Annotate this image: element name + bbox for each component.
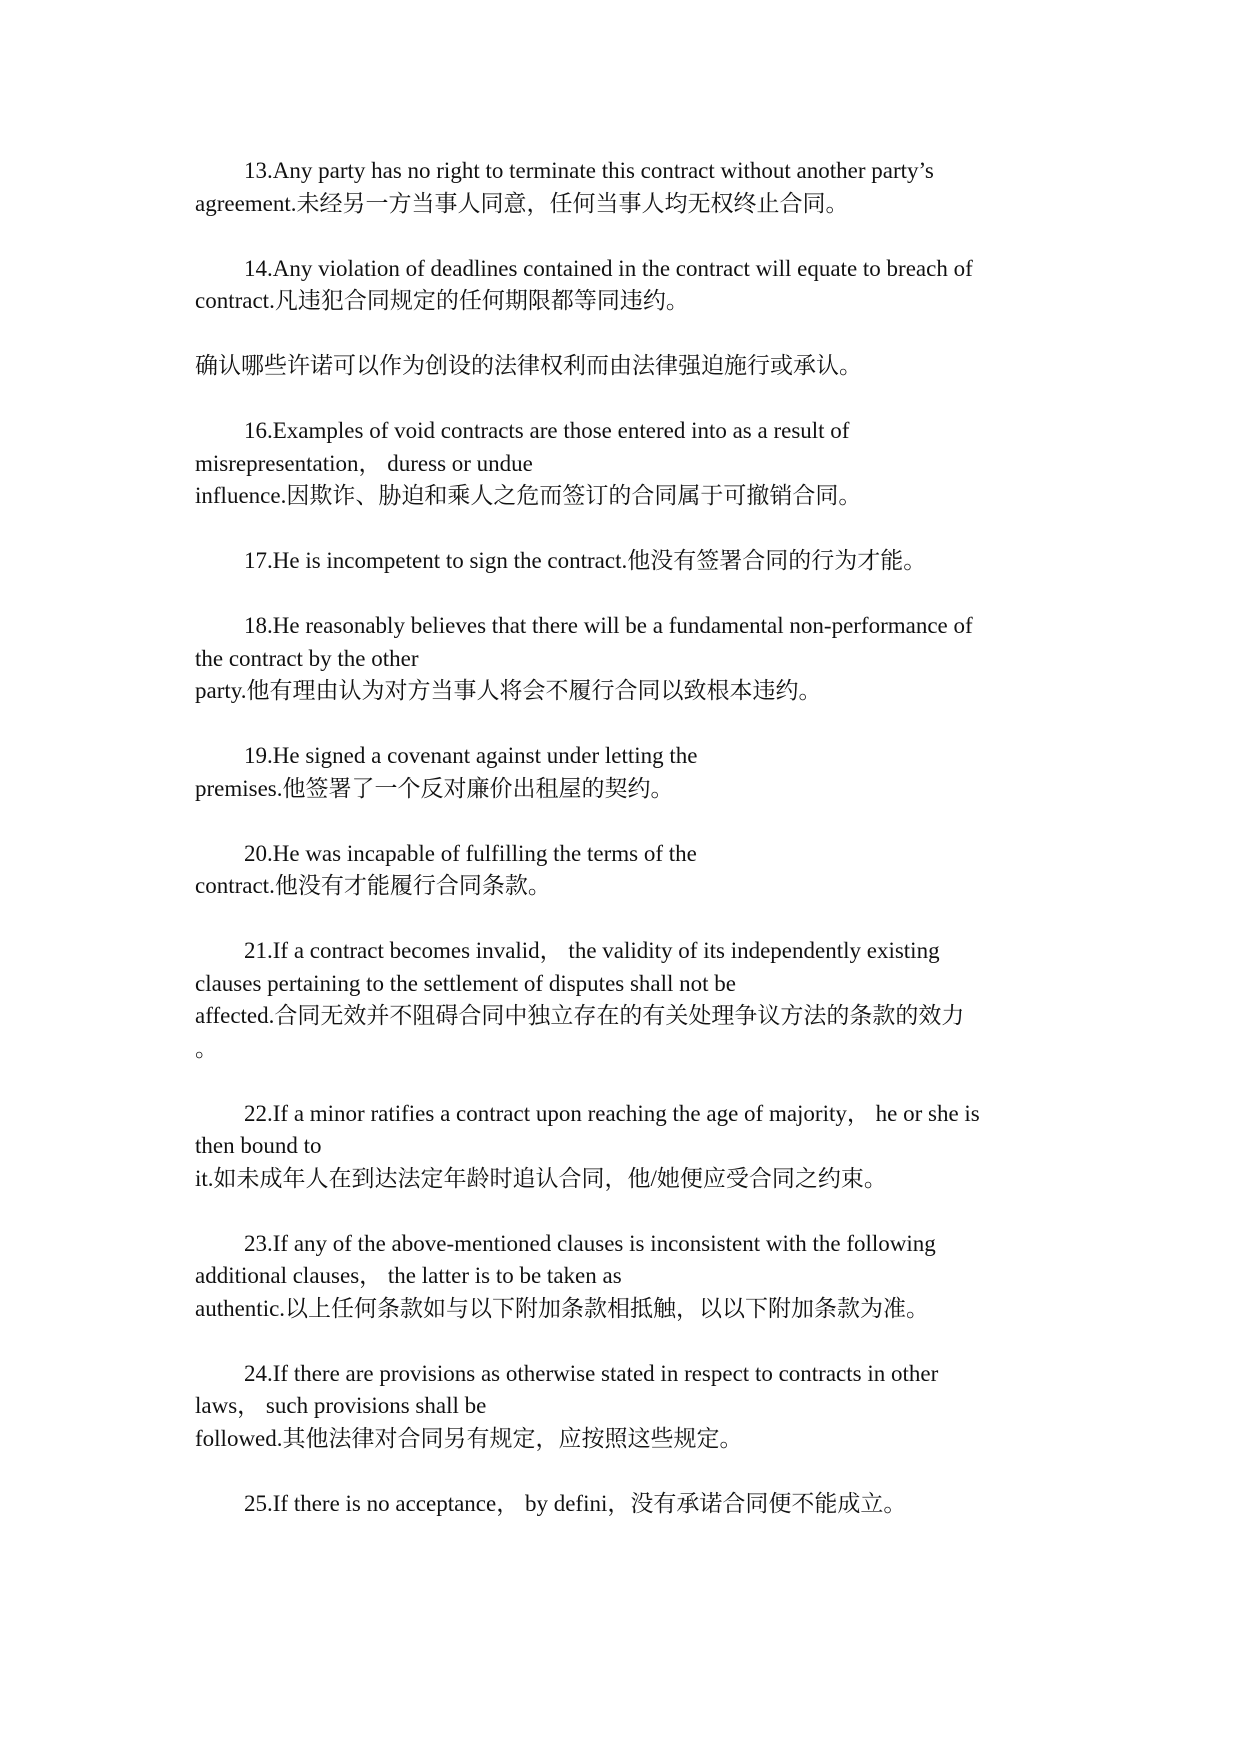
paragraph-14 (195, 253, 1055, 318)
paragraph-line: 17.He is incompetent to sign the contract.他没有签署合同的行为才能。 (244, 548, 927, 573)
paragraph-line: influence.因欺诈、胁迫和乘人之危而签订的合同属于可撤销合同。 (195, 483, 862, 508)
paragraph-line: 25.If there is no acceptance， by defini，没有承诺合同便不能成立。 (244, 1490, 907, 1516)
paragraph-line: 22.If a minor ratifies a contract upon reaching the age of majority， he or she is (244, 1100, 980, 1126)
paragraph-13 (195, 155, 1055, 220)
paragraph-line: 。 (195, 1035, 218, 1061)
paragraph-line: it.如未成年人在到达法定年龄时追认合同，他/她便应受合同之约束。 (195, 1165, 887, 1191)
paragraph-line: the contract by the other (195, 645, 419, 671)
paragraph-line: contract.凡违犯合同规定的任何期限都等同违约。 (195, 288, 689, 313)
paragraph-15-fragment (195, 350, 1055, 383)
paragraph-line: agreement.未经另一方当事人同意，任何当事人均无权终止合同。 (195, 190, 849, 216)
paragraph-line: 23.If any of the above-mentioned clauses is inconsistent with the following (244, 1230, 936, 1256)
document-body (195, 155, 1055, 1553)
paragraph-line: laws， such provisions shall be (195, 1393, 487, 1418)
paragraph-25 (195, 1488, 1055, 1521)
paragraph-16 (195, 415, 1055, 513)
paragraph-line: authentic.以上任何条款如与以下附加条款相抵触，以以下附加条款为准。 (195, 1295, 930, 1321)
paragraph-line: followed.其他法律对合同另有规定，应按照这些规定。 (195, 1425, 743, 1451)
paragraph-23 (195, 1228, 1055, 1326)
paragraph-line: 14.Any violation of deadlines contained in the contract will equate to breach of (244, 255, 973, 281)
paragraph-20 (195, 838, 1055, 903)
paragraph-line: premises.他签署了一个反对廉价出租屋的契约。 (195, 775, 674, 801)
paragraph-18 (195, 610, 1055, 708)
paragraph-line: 20.He was incapable of fulfilling the terms of the (244, 840, 697, 866)
paragraph-line: 确认哪些许诺可以作为创设的法律权利而由法律强迫施行或承认。 (195, 353, 862, 378)
paragraph-line: contract.他没有才能履行合同条款。 (195, 873, 551, 898)
paragraph-line: 24.If there are provisions as otherwise stated in respect to contracts in other (244, 1360, 939, 1386)
paragraph-24 (195, 1358, 1055, 1456)
paragraph-line: 18.He reasonably believes that there will be a fundamental non-performance of (244, 613, 973, 638)
paragraph-21 (195, 935, 1055, 1065)
paragraph-line: misrepresentation， duress or undue (195, 450, 533, 476)
paragraph-line: then bound to (195, 1133, 322, 1158)
paragraph-22 (195, 1098, 1055, 1196)
paragraph-line: 19.He signed a covenant against under letting the (244, 743, 698, 768)
paragraph-line: 13.Any party has no right to terminate this contract without another party’s (244, 158, 934, 183)
paragraph-line: additional clauses， the latter is to be taken as (195, 1263, 622, 1288)
paragraph-line: affected.合同无效并不阻碍合同中独立存在的有关处理争议方法的条款的效力 (195, 1003, 965, 1028)
paragraph-17 (195, 545, 1055, 578)
paragraph-line: party.他有理由认为对方当事人将会不履行合同以致根本违约。 (195, 678, 822, 703)
paragraph-line: 21.If a contract becomes invalid， the validity of its independently existing (244, 938, 940, 963)
paragraph-line: 16.Examples of void contracts are those entered into as a result of (244, 418, 850, 443)
paragraph-19 (195, 740, 1055, 805)
paragraph-line: clauses pertaining to the settlement of disputes shall not be (195, 970, 737, 996)
